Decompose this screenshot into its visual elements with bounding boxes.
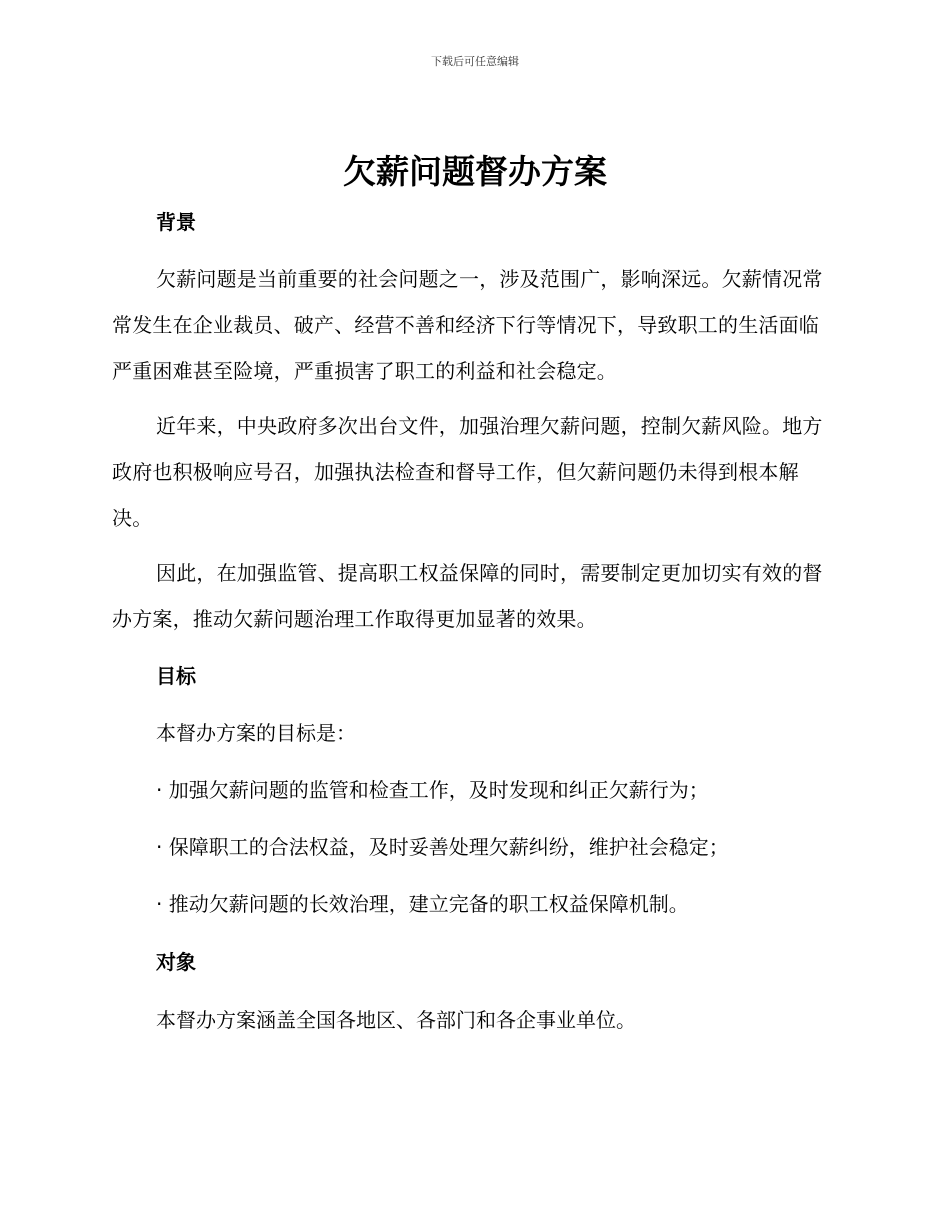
goal-list-item: · 保障职工的合法权益，及时妥善处理欠薪纠纷，维护社会稳定； [156, 835, 729, 859]
section-heading-background: 背景 [156, 210, 196, 234]
goals-intro: 本督办方案的目标是： [156, 721, 356, 745]
background-paragraph-1: 欠薪问题是当前重要的社会问题之一，涉及范围广，影响深远。欠薪情况常常发生在企业裁员、破产、经营不善和经济下行等情况下，导致职工的生活面临严重困难甚至险境，严重损害了职工的利益和社会稳定。 [112, 267, 823, 383]
scope-text: 本督办方案涵盖全国各地区、各部门和各企事业单位。 [156, 1008, 636, 1032]
section-heading-goals: 目标 [156, 664, 196, 688]
goal-list-item: · 加强欠薪问题的监管和检查工作，及时发现和纠正欠薪行为； [156, 778, 709, 802]
background-paragraph-2: 近年来，中央政府多次出台文件，加强治理欠薪问题，控制欠薪风险。地方政府也积极响应号召，加强执法检查和督导工作，但欠薪问题仍未得到根本解决。 [112, 414, 823, 530]
document-title: 欠薪问题督办方案 [343, 152, 607, 191]
header-note: 下载后可任意编辑 [431, 55, 519, 68]
background-paragraph-3: 因此，在加强监管、提高职工权益保障的同时，需要制定更加切实有效的督办方案，推动欠薪问题治理工作取得更加显著的效果。 [112, 561, 823, 631]
goal-list-item: · 推动欠薪问题的长效治理，建立完备的职工权益保障机制。 [156, 892, 689, 916]
section-heading-scope: 对象 [156, 950, 196, 974]
